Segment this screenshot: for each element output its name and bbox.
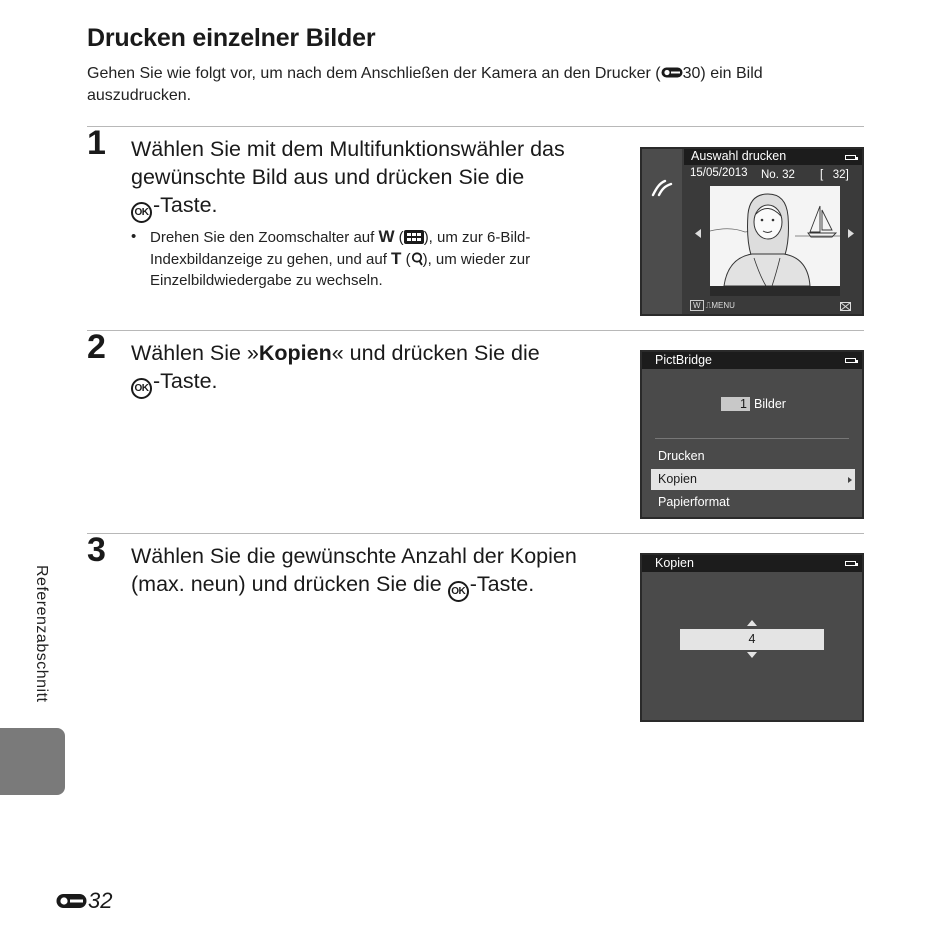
ok-button-icon: OK (131, 378, 152, 399)
copies-value[interactable]: 4 (680, 629, 824, 650)
step-number: 1 (87, 124, 106, 162)
menu-item-label: Kopien (658, 472, 697, 486)
page-number-value: 32 (88, 888, 113, 913)
zoom-hint-icon: W (690, 300, 704, 311)
image-count-label: Bilder (754, 397, 786, 411)
menu-option-name: Kopien (258, 341, 332, 365)
menu-hint: MENU (711, 301, 735, 310)
bullet-text: ), um wieder zur (422, 251, 531, 268)
step-line: Wählen Sie » (131, 341, 259, 365)
reference-icon (56, 892, 88, 910)
step-line: -Taste. (469, 572, 535, 596)
reference-icon (661, 66, 683, 79)
footer-hints: W ⎍MENU (690, 301, 735, 311)
step-line: gewünschte Bild aus und drücken Sie die (131, 165, 525, 189)
divider (87, 126, 864, 127)
intro-line2: auszudrucken. (87, 87, 192, 104)
arrow-right-icon (848, 229, 854, 238)
date-label: 15/05/2013 (690, 167, 748, 179)
menu-item-kopien[interactable] (651, 469, 855, 490)
bullet-text: Indexbildanzeige zu gehen, und auf (150, 251, 392, 268)
bullet-text: Einzelbildwiedergabe zu wechseln. (150, 272, 383, 289)
step-line: Wählen Sie mit dem Multifunktionswähler das (131, 137, 565, 161)
step-line: -Taste. (153, 369, 218, 393)
screen-title: PictBridge (655, 353, 712, 367)
photo-border (710, 286, 840, 296)
battery-icon (845, 155, 856, 160)
magnify-icon (411, 252, 423, 266)
divider (87, 330, 864, 331)
battery-icon (845, 561, 856, 566)
screen-header (684, 149, 862, 165)
submenu-arrow-icon (848, 477, 852, 483)
intro-before: Gehen Sie wie folgt vor, um nach dem Anschließen der Kamera an den Drucker ( (87, 65, 661, 82)
step-text (131, 542, 577, 602)
left-panel (642, 149, 682, 314)
step-line: (max. neun) und drücken Sie die (131, 572, 448, 596)
photo-thumbnail (710, 186, 840, 286)
menu-item-papierformat[interactable]: Papierformat (658, 495, 730, 509)
divider (87, 533, 864, 534)
zoom-w-label: W (378, 227, 395, 246)
screen-header (642, 555, 862, 572)
bullet-dot: • (131, 228, 137, 245)
menu-divider (655, 438, 849, 439)
step-number: 3 (87, 531, 106, 569)
no-label: No. (761, 169, 779, 181)
bullet-note: • Drehen Sie den Zoomschalter auf W ( ), um zur 6-Bild- Indexbildanzeige zu gehen, und auf T ( ), um wieder zur Einzelbildwiedergabe zu wechseln. (131, 227, 531, 289)
step-line: Wählen Sie die gewünschte Anzahl der Kopien (131, 544, 577, 568)
pictbridge-icon (651, 179, 673, 197)
battery-icon (845, 358, 856, 363)
camera-screen-print-selection (640, 147, 864, 316)
arrow-down-icon (747, 652, 757, 658)
screen-title: Kopien (655, 556, 694, 570)
image-count-value: 1 (721, 397, 750, 411)
bullet-text: ), um zur 6-Bild- (423, 229, 531, 246)
step-line: -Taste. (153, 193, 218, 217)
no-value: 32 (782, 169, 795, 181)
step-text (131, 135, 565, 223)
page-number (56, 888, 112, 914)
screen-title: Auswahl drucken (691, 149, 787, 163)
step-text (131, 339, 540, 399)
camera-screen-pictbridge-menu (640, 350, 864, 519)
section-label: Referenzabschnitt (33, 565, 50, 703)
section-tab (0, 728, 65, 795)
camera-screen-copies (640, 553, 864, 722)
grid-hint-icon (840, 302, 851, 311)
portrait-image (710, 186, 840, 286)
thumbnail-index-icon (404, 230, 424, 244)
file-number (761, 169, 795, 181)
arrow-up-icon (747, 620, 757, 626)
zoom-t-label: T (391, 249, 402, 268)
arrow-left-icon (695, 229, 701, 238)
intro-text (87, 63, 867, 107)
intro-ref-number: 30 (682, 65, 701, 82)
step-line: « und drücken Sie die (331, 341, 540, 365)
menu-item-drucken[interactable]: Drucken (658, 449, 705, 463)
page-title: Drucken einzelner Bilder (87, 24, 376, 52)
ok-button-icon: OK (131, 202, 152, 223)
screen-header (642, 352, 862, 369)
step-number: 2 (87, 328, 106, 366)
ok-button-icon: OK (448, 581, 469, 602)
bullet-text: Drehen Sie den Zoomschalter auf (150, 229, 379, 246)
print-count: [ 32] (820, 169, 849, 181)
intro-after: ) ein Bild (700, 65, 763, 82)
